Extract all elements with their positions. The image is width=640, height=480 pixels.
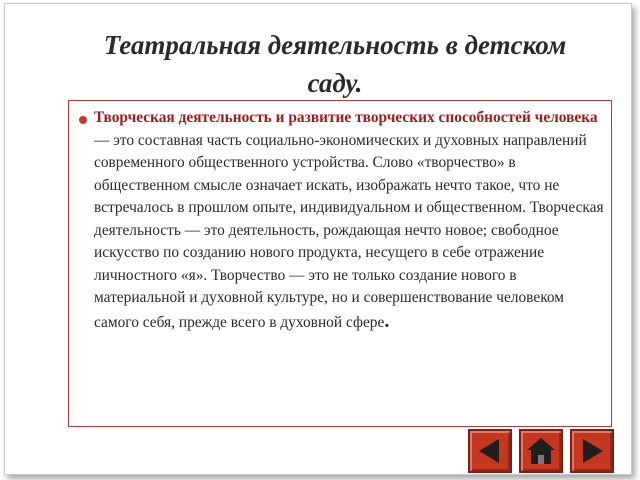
home-button[interactable]: [519, 429, 563, 473]
prev-slide-button[interactable]: [468, 429, 512, 473]
house-icon: [521, 431, 561, 471]
key-term: Творческая деятельность и развитие творческих способностей человека: [94, 109, 598, 126]
triangle-right-icon: [572, 431, 612, 471]
slide: [4, 3, 632, 475]
paragraph-end: .: [384, 309, 390, 332]
main-paragraph: [94, 107, 606, 334]
slide-title: Театральная деятельность в детском саду.: [103, 30, 567, 98]
triangle-left-icon: [470, 431, 510, 471]
paragraph-body: — это составная часть социально-экономических и духовных направлений современного общественного устройства. Слово «творчество» в общественном смысле означает искать, изображать нечто такое, что не встречалось в прошлом опыте, индивидуальном и общественном. Творческая деятельность — это деятельность, рождающая нечто новое; свободное искусство по созданию нового продукта, несущего в себе отражение личностного «я». Творчество — это не только создание нового в материальной и духовной культуре, но и совершенствование человеком самого себя, прежде всего в духовной сфере: [94, 131, 604, 331]
bullet-icon: [79, 116, 87, 124]
content-box: [68, 100, 612, 427]
next-slide-button[interactable]: [570, 429, 614, 473]
